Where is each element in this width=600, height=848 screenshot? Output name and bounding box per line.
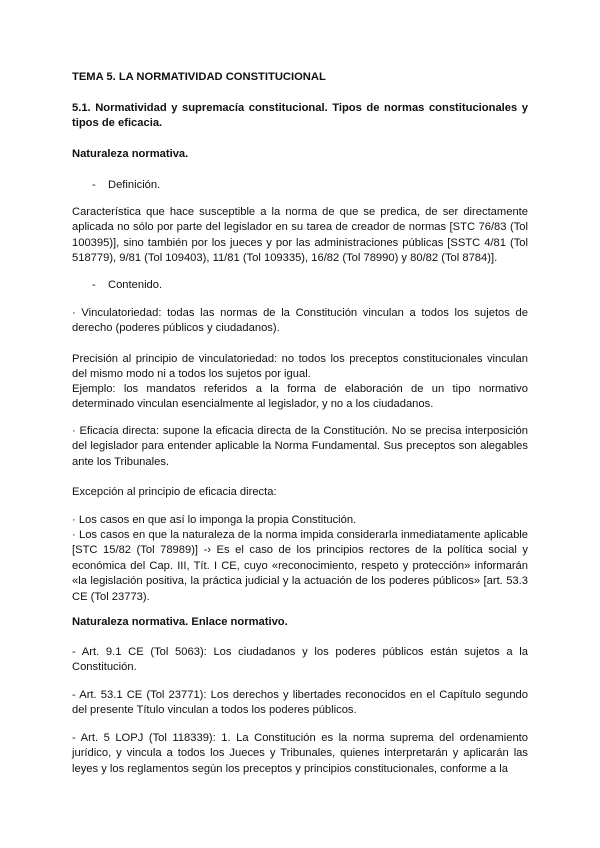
paragraph-art-5-lopj: - Art. 5 LOPJ (Tol 118339): 1. La Constitución es la norma suprema del ordenamiento jurídico, y vincula a todos los Jueces y Tribunales, quienes interpretarán y aplicarán las leyes y los reglamentos según los preceptos y principios constitucionales, conforme a la — [72, 732, 528, 775]
paragraph-caracteristica: Característica que hace susceptible a la norma de que se predica, de ser directamente aplicada no sólo por parte del legislador en su tarea de creador de normas [STC 76/83 (Tol 100395)], sino también por los jueces y por las administraciones públicas [SSTC 4/81 (Tol 518779), 9/81 (Tol 109403), 11/81 (Tol 109335), 16/82 (Tol 78990) y 80/82 (Tol 8784)]. — [72, 206, 528, 265]
item-contenido: Contenido. — [108, 279, 163, 291]
paragraph-casos-1: · Los casos en que así lo imponga la propia Constitución. — [72, 514, 357, 526]
section-heading: 5.1. Normatividad y supremacía constitucional. Tipos de normas constitucionales y tipos de eficacia. — [72, 102, 528, 130]
paragraph-precision: Precisión al principio de vinculatoriedad: no todos los preceptos constitucionales vinculan del mismo modo ni a todos los sujetos por igual. — [72, 353, 528, 381]
item-definicion: Definición. — [108, 179, 161, 191]
bullet-dash: - — [92, 279, 96, 291]
paragraph-art-53-1: - Art. 53.1 CE (Tol 23771): Los derechos y libertades reconocidos en el Capítulo segundo del presente Título vinculan a todos los poderes públicos. — [72, 689, 528, 717]
paragraph-ejemplo: Ejemplo: los mandatos referidos a la forma de elaboración de un tipo normativo determinado vinculan esencialmente al legislador, y no a los ciudadanos. — [72, 383, 528, 411]
paragraph-casos-2: · Los casos en que la naturaleza de la norma impida considerarla inmediatamente aplicable [STC 15/82 (Tol 78989)] -› Es el caso de los principios rectores de la política social y económica del Cap. III, Tít. I CE, cuyo «reconocimiento, respeto y protección» informarán «la legislación positiva, la práctica judicial y la actuación de los poderes públicos» [art. 53.3 CE (Tol 23773). — [72, 529, 528, 603]
paragraph-vinculatoriedad: · Vinculatoriedad: todas las normas de la Constitución vinculan a todos los sujetos de derecho (poderes públicos y ciudadanos). — [72, 307, 528, 335]
subheading-naturaleza-normativa: Naturaleza normativa. — [72, 148, 189, 160]
bullet-dash: - — [92, 179, 96, 191]
document-title: TEMA 5. LA NORMATIVIDAD CONSTITUCIONAL — [72, 71, 326, 83]
paragraph-eficacia-directa: · Eficacia directa: supone la eficacia directa de la Constitución. No se precisa interposición del legislador para entender aplicable la Norma Fundamental. Sus preceptos son alegables ante los Tribunales. — [72, 425, 528, 468]
paragraph-excepcion: Excepción al principio de eficacia directa: — [72, 486, 277, 498]
subheading-enlace-normativo: Naturaleza normativa. Enlace normativo. — [72, 616, 288, 628]
paragraph-art-9-1: - Art. 9.1 CE (Tol 5063): Los ciudadanos y los poderes públicos están sujetos a la Constitución. — [72, 646, 528, 674]
